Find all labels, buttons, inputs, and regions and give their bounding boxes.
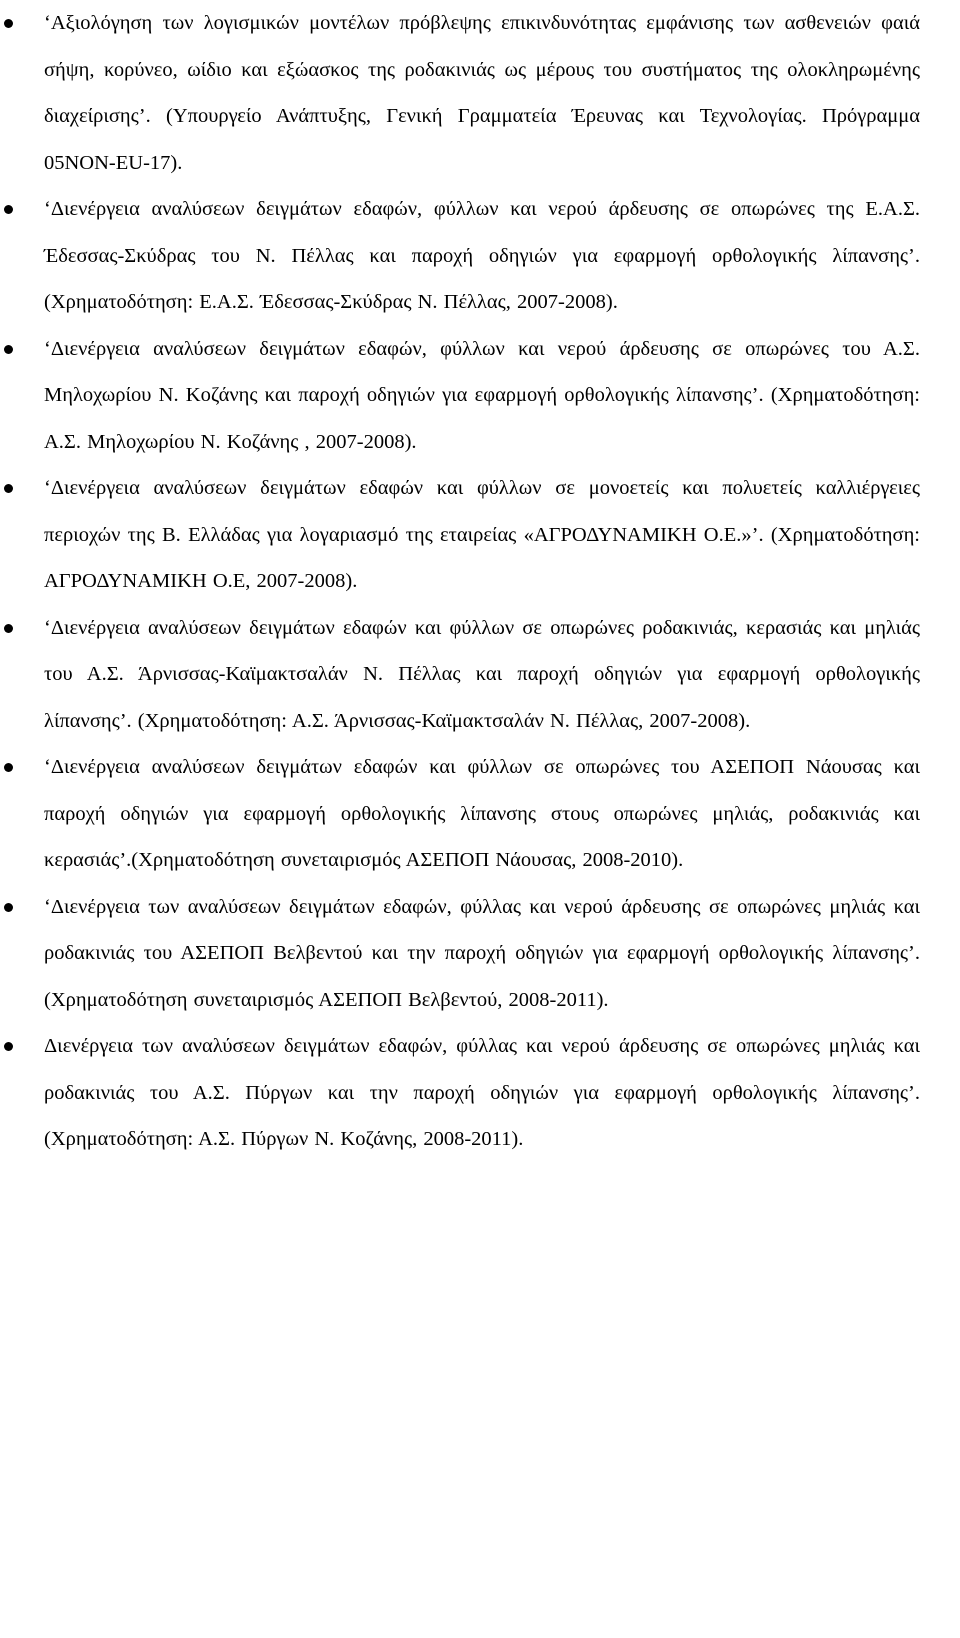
- list-item: [0, 744, 920, 884]
- list-item: [0, 1023, 920, 1163]
- bullet-icon: [4, 484, 13, 493]
- list-item-text: Διενέργεια των αναλύσεων δειγμάτων εδαφών, φύλλας και νερού άρδευσης σε οπωρώνες μηλιάς και ροδακινιάς του Α.Σ. Πύργων και την παροχή οδηγιών για εφαρμογή ορθολογικής λίπανσης’. (Χρηματοδότηση: Α.Σ. Πύργων Ν. Κοζάνης, 2008-2011).: [44, 1035, 920, 1150]
- list-item-text: ‘Διενέργεια αναλύσεων δειγμάτων εδαφών και φύλλων σε οπωρώνες ροδακινιάς, κερασιάς και μηλιάς του Α.Σ. Άρνισσας-Καϊμακτσαλάν Ν. Πέλλας και παροχή οδηγιών για εφαρμογή ορθολογικής λίπανσης’. (Χρηματοδότηση: Α.Σ. Άρνισσας-Καϊμακτσαλάν Ν. Πέλλας, 2007-2008).: [44, 616, 920, 732]
- list-item-text: ‘Διενέργεια αναλύσεων δειγμάτων εδαφών, φύλλων και νερού άρδευσης σε οπωρώνες της Ε.Α.Σ. Έδεσσας-Σκύδρας του Ν. Πέλλας και παροχή οδηγιών για εφαρμογή ορθολογικής λίπανσης’. (Χρηματοδότηση: Ε.Α.Σ. Έδεσσας-Σκύδρας Ν. Πέλλας, 2007-2008).: [44, 198, 920, 313]
- list-item: [0, 465, 920, 605]
- bullet-icon: [4, 1042, 13, 1051]
- list-item-text: ‘Διενέργεια των αναλύσεων δειγμάτων εδαφών, φύλλας και νερού άρδευσης σε οπωρώνες μηλιάς και ροδακινιάς του ΑΣΕΠΟΠ Βελβεντού και την παροχή οδηγιών για εφαρμογή ορθολογικής λίπανσης’. (Χρηματοδότηση συνεταιρισμός ΑΣΕΠΟΠ Βελβεντού, 2008-2011).: [44, 895, 920, 1011]
- list-item-text: ‘Διενέργεια αναλύσεων δειγμάτων εδαφών και φύλλων σε μονοετείς και πολυετείς καλλιέργειες περιοχών της Β. Ελλάδας για λογαριασμό της εταιρείας «ΑΓΡΟΔΥΝΑΜΙΚΗ Ο.Ε.»’. (Χρηματοδότηση: ΑΓΡΟΔΥΝΑΜΙΚΗ Ο.Ε, 2007-2008).: [44, 477, 920, 592]
- list-item: [0, 605, 920, 745]
- list-item: [0, 884, 920, 1024]
- bullet-icon: [4, 763, 13, 772]
- list-item: [0, 0, 920, 186]
- list-item-text: ‘Αξιολόγηση των λογισμικών μοντέλων πρόβλεψης επικινδυνότητας εμφάνισης των ασθενειών φαιά σήψη, κορύνεο, ωίδιο και εξώασκος της ροδακινιάς ως μέρους του συστήματος της ολοκληρωμένης διαχείρισης’. (Υπουργείο Ανάπτυξης, Γενική Γραμματεία Έρευνας και Τεχνολογίας. Πρόγραμμα 05ΝΟΝ-EU-17).: [44, 12, 920, 174]
- bullet-icon: [4, 345, 13, 354]
- bullet-icon: [4, 903, 13, 912]
- list-item: [0, 326, 920, 466]
- bullet-icon: [4, 205, 13, 214]
- bullet-icon: [4, 19, 13, 28]
- list-item-text: ‘Διενέργεια αναλύσεων δειγμάτων εδαφών και φύλλων σε οπωρώνες του ΑΣΕΠΟΠ Νάουσας και παροχή οδηγιών για εφαρμογή ορθολογικής λίπανσης στους οπωρώνες μηλιάς, ροδακινιάς και κερασιάς’.(Χρηματοδότηση συνεταιρισμός ΑΣΕΠΟΠ Νάουσας, 2008-2010).: [44, 756, 920, 871]
- list-item: [0, 186, 920, 326]
- bullet-icon: [4, 624, 13, 633]
- list-item-text: ‘Διενέργεια αναλύσεων δειγμάτων εδαφών, φύλλων και νερού άρδευσης σε οπωρώνες του Α.Σ. Μηλοχωρίου Ν. Κοζάνης και παροχή οδηγιών για εφαρμογή ορθολογικής λίπανσης’. (Χρηματοδότηση: Α.Σ. Μηλοχωρίου Ν. Κοζάνης , 2007-2008).: [44, 337, 920, 453]
